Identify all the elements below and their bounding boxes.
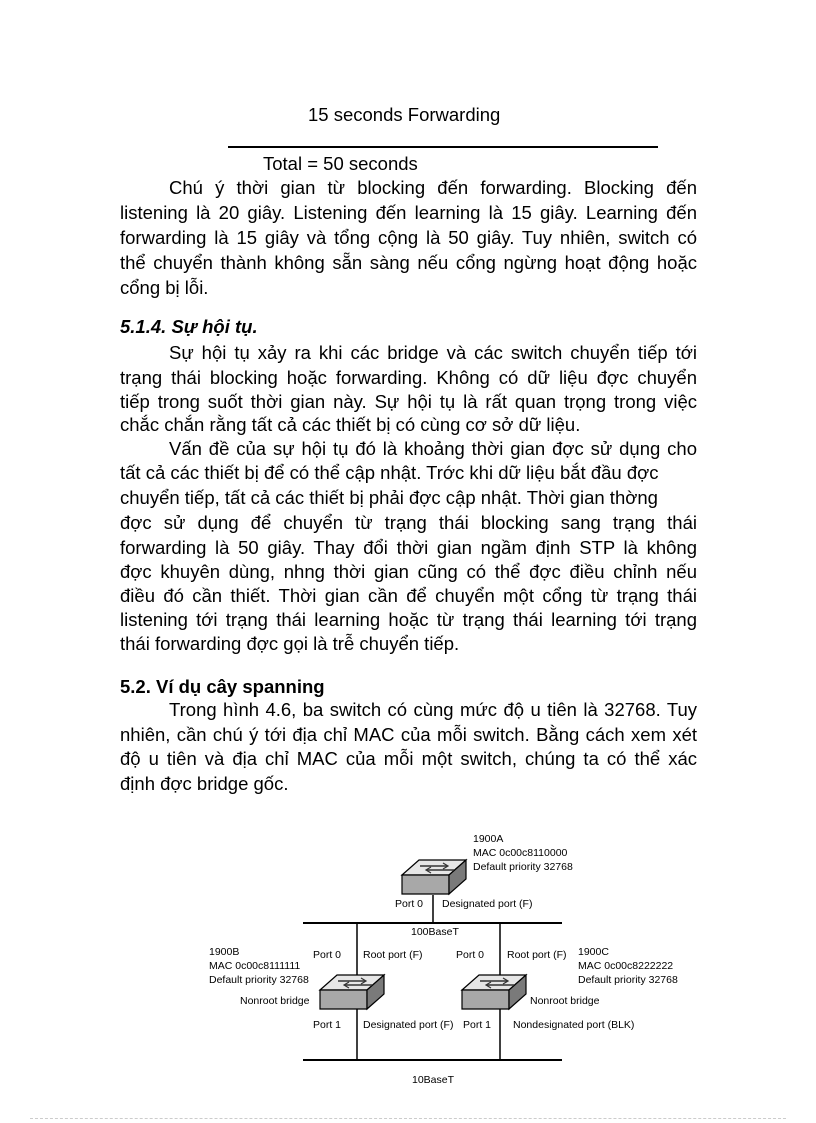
segment-100baset-label: 100BaseT	[411, 926, 459, 938]
switch-a-port: Port 0	[395, 898, 424, 910]
para1-line1: Chú ý thời gian từ blocking đến forwarding. Blocking đến	[169, 177, 697, 198]
para3-line3: chuyển tiếp, tất cả các thiết bị phải đợc cập nhật. Thời gian thờng	[120, 487, 658, 508]
para3-line7: điều đó cần thiết. Thời gian cần để chuyển một cổng từ trạng thái	[120, 585, 697, 606]
para2-line3: tiếp trong suốt thời gian này. Sự hội tụ là rất quan trọng trong việc	[120, 391, 697, 412]
timing-forwarding: 15 seconds Forwarding	[308, 104, 501, 125]
para2-line2: trạng thái blocking hoặc forwarding. Không có dữ liệu đợc chuyển	[120, 367, 697, 388]
para4-line4: định đợc bridge gốc.	[120, 773, 289, 794]
switch-b-port1: Port 1	[313, 1019, 342, 1031]
switch-b-port0-role: Root port (F)	[363, 949, 423, 961]
para1-line2: listening là 20 giây. Listening đến learning là 15 giây. Learning đến	[120, 202, 697, 223]
switch-b-mac: MAC 0c00c8111111	[209, 960, 301, 972]
switch-a-mac: MAC 0c00c8110000	[473, 847, 568, 859]
switch-c-port0-role: Root port (F)	[507, 949, 567, 961]
para1-line4: thể chuyển thành không sẵn sàng nếu cổng ngừng hoạt động hoặc	[120, 252, 697, 273]
switch-c-mac: MAC 0c00c8222222	[578, 960, 674, 972]
para4-line3: độ u tiên và địa chỉ MAC của mỗi một switch, chúng ta có thể xác	[120, 748, 697, 769]
para3-line5: forwarding là 50 giây. Thay đổi thời gian ngầm định STP là không	[120, 537, 697, 558]
section-514-number: 5.1.4.	[120, 316, 167, 337]
para3-line2: tất cả các thiết bị để có thể cập nhật. Trớc khi dữ liệu bắt đầu đợc	[120, 462, 659, 483]
section-52-heading: 5.2. Ví dụ cây spanning	[120, 676, 325, 697]
switch-c-priority: Default priority 32768	[578, 974, 678, 986]
switch-c-icon	[462, 975, 526, 1009]
para1-line3: forwarding là 15 giây và tổng cộng là 50 giây. Tuy nhiên, switch có	[120, 227, 697, 248]
switch-a-port-role: Designated port (F)	[442, 898, 533, 910]
switch-b-role: Nonroot bridge	[240, 995, 310, 1007]
switch-c-port1: Port 1	[463, 1019, 492, 1031]
switch-c-role: Nonroot bridge	[530, 995, 600, 1007]
switch-b-name: 1900B	[209, 946, 240, 958]
switch-c-port0: Port 0	[456, 949, 485, 961]
para3-line6: đợc khuyên dùng, nhng thời gian cũng có thể đợc điều chỉnh nếu	[120, 561, 697, 582]
switch-b-port1-role: Designated port (F)	[363, 1019, 454, 1031]
timing-total: Total = 50 seconds	[263, 153, 418, 174]
switch-c-port1-role: Nondesignated port (BLK)	[513, 1019, 635, 1031]
section-514-title: Sự hội tụ.	[171, 316, 258, 337]
switch-b-port0: Port 0	[313, 949, 342, 961]
switch-a-priority: Default priority 32768	[473, 861, 573, 873]
para3-line8: listening tới trạng thái learning hoặc từ trạng thái learning tới trạng	[120, 609, 697, 630]
switch-c-name: 1900C	[578, 946, 609, 958]
para1-line5: cổng bị lỗi.	[120, 277, 209, 298]
switch-b-priority: Default priority 32768	[209, 974, 309, 986]
para2-line1: Sự hội tụ xảy ra khi các bridge và các switch chuyển tiếp tới	[169, 342, 697, 363]
para4-line1: Trong hình 4.6, ba switch có cùng mức độ u tiên là 32768. Tuy	[169, 699, 697, 720]
switch-a-name: 1900A	[473, 833, 504, 845]
para2-line4: chắc chắn rằng tất cả các thiết bị có cùng cơ sở dữ liệu.	[120, 414, 581, 435]
para4-line2: nhiên, cần chú ý tới địa chỉ MAC của mỗi switch. Bằng cách xem xét	[120, 724, 697, 745]
switch-a-icon	[402, 860, 466, 894]
page-bottom-rule	[30, 1118, 786, 1119]
para3-line4: đợc sử dụng để chuyển từ trạng thái blocking sang trạng thái	[120, 512, 697, 533]
para3-line9: thái forwarding đợc gọi là trễ chuyển tiếp.	[120, 633, 460, 654]
switch-b-icon	[320, 975, 384, 1009]
segment-10baset-label: 10BaseT	[412, 1074, 455, 1086]
para3-line1: Vấn đề của sự hội tụ đó là khoảng thời gian đợc sử dụng cho	[169, 438, 697, 459]
